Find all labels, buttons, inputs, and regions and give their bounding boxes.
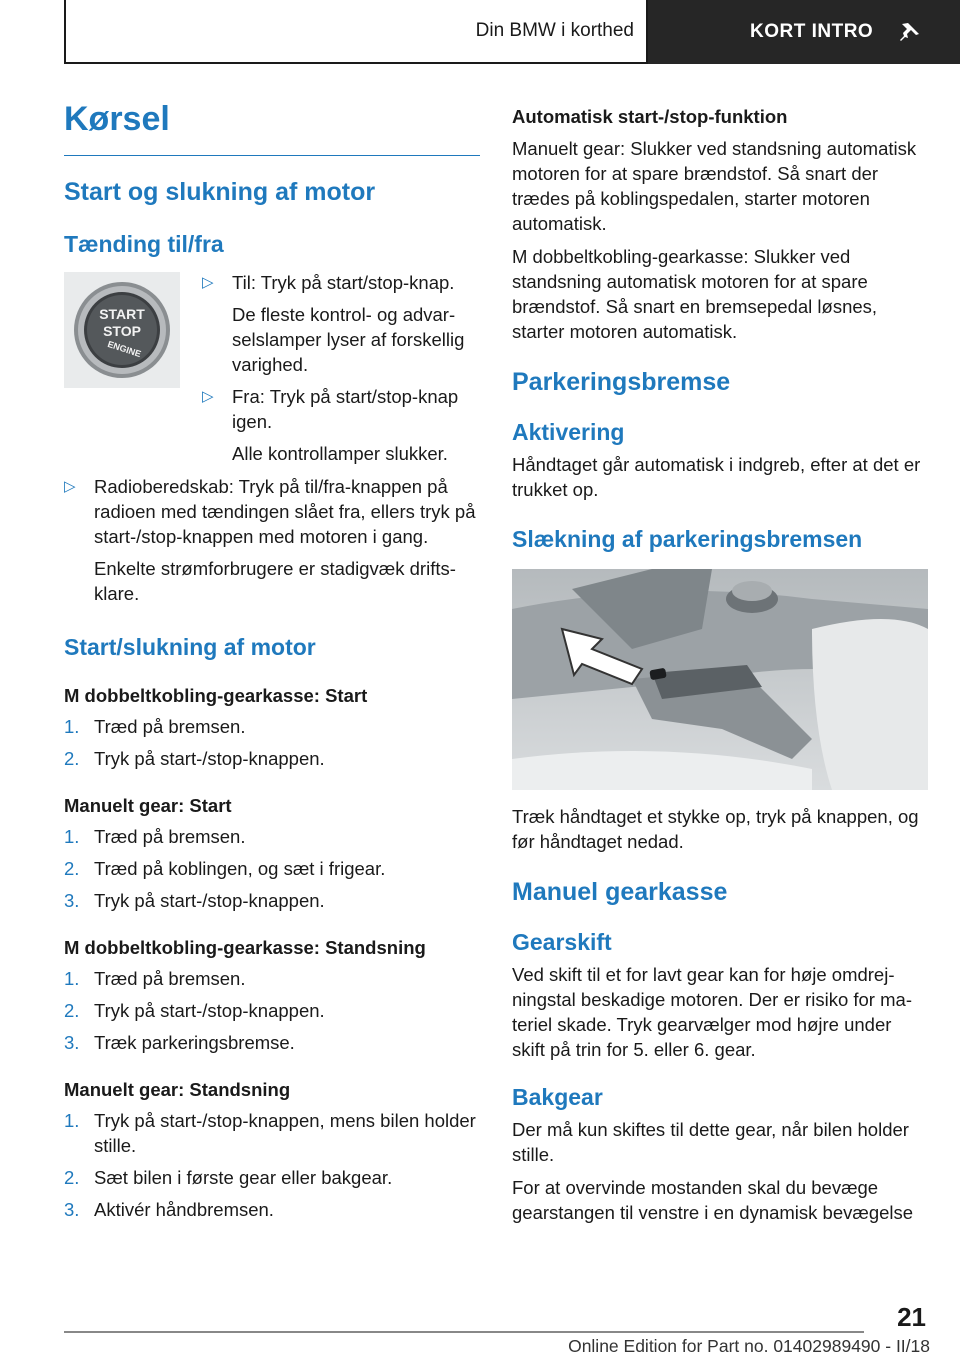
numbered-list-item bbox=[64, 746, 480, 771]
heading-aktivering: Aktivering bbox=[512, 419, 625, 445]
list-number: 3. bbox=[64, 890, 80, 911]
paragraph: M dobbeltkobling-gearkasse: Slukker ved standsning automatisk motoren for at spare brændstof. Så snart en bremsepedal løsnes, starter motoren automatisk. bbox=[512, 246, 878, 342]
list-item: ▷ Fra: Tryk på start/stop-knap igen. bbox=[202, 386, 459, 432]
heading-start-slukning-motor: Start/slukning af motor bbox=[64, 634, 316, 660]
list-item-text: Træd på bremsen. bbox=[94, 826, 246, 847]
subheading-m-standsning: M dobbeltkobling-gearkasse: Standsning bbox=[64, 937, 426, 958]
list-item-text: Træd på koblingen, og sæt i frigear. bbox=[94, 858, 386, 879]
list-item-text: Træd på bremsen. bbox=[94, 968, 246, 989]
subheading-m-start: M dobbeltkobling-gearkasse: Start bbox=[64, 685, 368, 706]
heading-bakgear: Bakgear bbox=[512, 1084, 603, 1110]
numbered-list-item bbox=[64, 998, 480, 1023]
list-number: 3. bbox=[64, 1199, 80, 1220]
list-number: 1. bbox=[64, 716, 80, 737]
numbered-list-item bbox=[64, 856, 480, 881]
heading-start-slukning: Start og slukning af motor bbox=[64, 178, 376, 206]
header-section-box bbox=[64, 0, 648, 64]
subheading-manuel-standsning: Manuelt gear: Standsning bbox=[64, 1079, 291, 1100]
list-m-standsning bbox=[64, 966, 480, 1055]
footer-edition: Online Edition for Part no. 01402989490 - II/18 bbox=[568, 1336, 930, 1356]
list-item-text: Træk parkeringsbremse. bbox=[94, 1032, 295, 1053]
heading-taending: Tænding til/fra bbox=[64, 231, 224, 257]
subheading-manuel-start: Manuelt gear: Start bbox=[64, 795, 232, 816]
left-column bbox=[64, 96, 480, 1222]
paragraph: Ved skift til et for lavt gear kan for høje omdrejningstal beskadige motoren. Der er risiko for materiel skade. Tryk gearvælger mod højre under skift på trin for 5. eller 6. gear. bbox=[512, 964, 912, 1060]
list-number: 1. bbox=[64, 1110, 80, 1131]
button-text-start: START bbox=[99, 306, 145, 322]
list-number: 2. bbox=[64, 1000, 80, 1021]
heading-gearskift: Gearskift bbox=[512, 929, 612, 955]
list-m-start bbox=[64, 714, 480, 771]
list-item-detail: Enkelte strømforbrugere er stadigvæk driftsklare. bbox=[94, 558, 456, 604]
header-chapter-box bbox=[648, 0, 960, 64]
list-number: 2. bbox=[64, 748, 80, 769]
header-chapter-title: KORT INTRO bbox=[750, 21, 874, 42]
list-item-text: Træd på bremsen. bbox=[94, 716, 246, 737]
heading-manuel-gearkasse: Manuel gearkasse bbox=[512, 878, 728, 906]
button-text-engine: ENGINE bbox=[106, 338, 143, 360]
paragraph: Der må kun skiftes til dette gear, når bilen holder stille. bbox=[512, 1119, 909, 1165]
page-title: Kørsel bbox=[64, 96, 480, 156]
paragraph: Håndtaget går automatisk i indgreb, efter at det er trukket op. bbox=[512, 454, 921, 500]
paragraph: Træk håndtaget et stykke op, tryk på knappen, og før håndtaget nedad. bbox=[512, 806, 919, 852]
list-number: 2. bbox=[64, 1167, 80, 1188]
page-number: 21 bbox=[897, 1302, 926, 1332]
numbered-list-item bbox=[64, 1030, 480, 1055]
list-manuel-start bbox=[64, 824, 480, 913]
list-manuel-standsning bbox=[64, 1108, 480, 1222]
list-number: 1. bbox=[64, 968, 80, 989]
header-section-title: Din BMW i korthed bbox=[475, 20, 634, 41]
list-item-text: Tryk på start-/stop-knappen. bbox=[94, 890, 325, 911]
button-text-stop: STOP bbox=[103, 323, 141, 339]
list-item-text: Sæt bilen i første gear eller bakgear. bbox=[94, 1167, 393, 1188]
right-column bbox=[512, 106, 928, 1225]
list-item-detail: De fleste kontrol- og advarselslamper lyser af forskellig varighed. bbox=[232, 304, 465, 375]
numbered-list-item bbox=[64, 824, 480, 849]
paragraph: For at overvinde mostanden skal du bevæge gearstangen til venstre i en dynamisk bevægelse bbox=[512, 1177, 914, 1223]
numbered-list-item bbox=[64, 1197, 480, 1222]
list-number: 3. bbox=[64, 1032, 80, 1053]
list-number: 2. bbox=[64, 858, 80, 879]
numbered-list-item bbox=[64, 1165, 480, 1190]
list-item-text: Tryk på start-/stop-knappen. bbox=[94, 748, 325, 769]
numbered-list-item bbox=[64, 1108, 480, 1158]
list-item: ▷ Til: Tryk på start/stop-knap. bbox=[202, 272, 455, 293]
parking-brake-image bbox=[512, 569, 928, 790]
list-item-text: Tryk på start-/stop-knappen, mens bilen holder stille. bbox=[94, 1110, 476, 1156]
ignition-block bbox=[64, 272, 480, 466]
numbered-list-item bbox=[64, 966, 480, 991]
list-item: ▷ Radioberedskab: Tryk på til/fra-knappen på radioen med tændingen slået fra, ellers tryk på start-/stop-knappen med motoren i gang. bbox=[64, 476, 476, 547]
paragraph: Manuelt gear: Slukker ved standsning automatisk motoren for at spare brændstof. Så snart der trædes på koblingspedalen, starter motoren automatisk. bbox=[512, 138, 917, 234]
subheading-auto-start-stop: Automatisk start-/stop-funktion bbox=[512, 106, 788, 127]
footer-divider bbox=[64, 1331, 864, 1333]
numbered-list-item bbox=[64, 714, 480, 739]
list-item-detail: Alle kontrollamper slukker. bbox=[232, 443, 448, 464]
list-item-text: Tryk på start-/stop-knappen. bbox=[94, 1000, 325, 1021]
list-number: 1. bbox=[64, 826, 80, 847]
numbered-list-item bbox=[64, 888, 480, 913]
list-item-text: Aktivér håndbremsen. bbox=[94, 1199, 274, 1220]
heading-parkeringsbremse: Parkeringsbremse bbox=[512, 368, 731, 396]
start-stop-button-image bbox=[64, 272, 180, 388]
pin-icon bbox=[899, 21, 921, 43]
heading-slaekning: Slækning af parkeringsbremsen bbox=[512, 526, 863, 552]
